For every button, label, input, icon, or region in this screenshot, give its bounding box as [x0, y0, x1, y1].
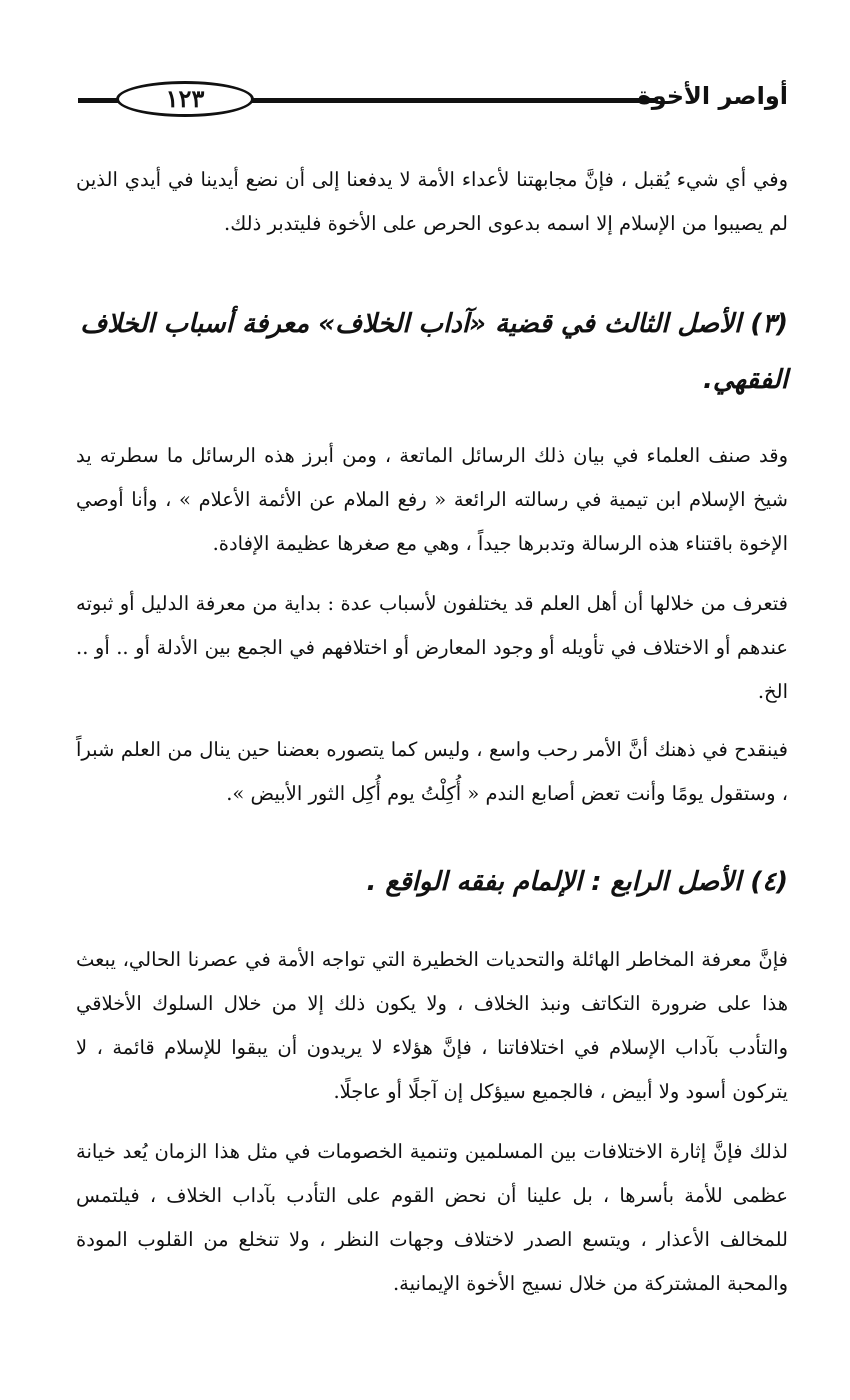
heading-fourth-principle: (٤) الأصل الرابع : الإلمام بفقه الواقع .: [366, 867, 788, 897]
paragraph-broad-matter: فينقدح في ذهنك أنَّ الأمر رحب واسع ، وليس كما يتصوره بعضنا حين ينال من العلم شبراً ، وستقول يومًا وأنت تعض أصابع الندم « أُكِلْتُ يوم أُكِل الثور الأبيض ».: [76, 738, 788, 805]
page-header: [78, 78, 788, 124]
running-title: أواصر الأخوة: [637, 82, 788, 110]
paragraph-reasons-of-disagreement: فتعرف من خلالها أن أهل العلم قد يختلفون لأسباب عدة : بداية من معرفة الدليل أو ثبوته عندهم أو الاختلاف في تأويله أو وجود المعارض أو اختلافهم في الجمع بين الأدلة أو .. أو .. الخ.: [76, 592, 788, 703]
page-number: ١٢٣: [165, 84, 205, 113]
heading-third-principle: (٣) الأصل الثالث في قضية «آداب الخلاف» معرفة أسباب الخلاف الفقهي.: [80, 309, 788, 395]
paragraph-intro: وفي أي شيء يُقبل ، فإنَّ مجابهتنا لأعداء الأمة لا يدفعنا إلى أن نضع أيدينا في أيدي الذين لم يصيبوا من الإسلام إلا اسمه بدعوى الحرص على الأخوة فليتدبر ذلك.: [76, 168, 788, 235]
paragraph-unity: لذلك فإنَّ إثارة الاختلافات بين المسلمين وتنمية الخصومات في مثل هذا الزمان يُعد خيانة عظمى للأمة بأسرها ، بل علينا أن نحض القوم على التأدب بآداب الخلاف ، فيلتمس للمخالف الأعذار ، ويتسع الصدر لاختلاف وجهات النظر ، ولا تنخلع من القلوب المودة والمحبة المشتركة من خلال نسيج الأخوة الإيمانية.: [76, 1140, 788, 1295]
page-number-oval: [116, 81, 254, 117]
paragraph-scholars-treatise: وقد صنف العلماء في بيان ذلك الرسائل الماتعة ، ومن أبرز هذه الرسائل ما سطرته يد شيخ الإسلام ابن تيمية في رسالته الرائعة « رفع الملام عن الأئمة الأعلام » ، وأنا أوصي الإخوة باقتناء هذه الرسالة وتدبرها جيداً ، وهي مع صغرها عظيمة الإفادة.: [76, 444, 788, 555]
paragraph-dangers: فإنَّ معرفة المخاطر الهائلة والتحديات الخطيرة التي تواجه الأمة في عصرنا الحالي، يبعث هذا على ضرورة التكاتف ونبذ الخلاف ، ولا يكون ذلك إلا من خلال السلوك الأخلاقي والتأدب بآداب الإسلام في اختلافاتنا ، فإنَّ هؤلاء لا يريدون أن يبقوا للإسلام قائمة ، لا يتركون أسود ولا أبيض ، فالجميع سيؤكل إن آجلًا أو عاجلًا.: [76, 948, 789, 1103]
